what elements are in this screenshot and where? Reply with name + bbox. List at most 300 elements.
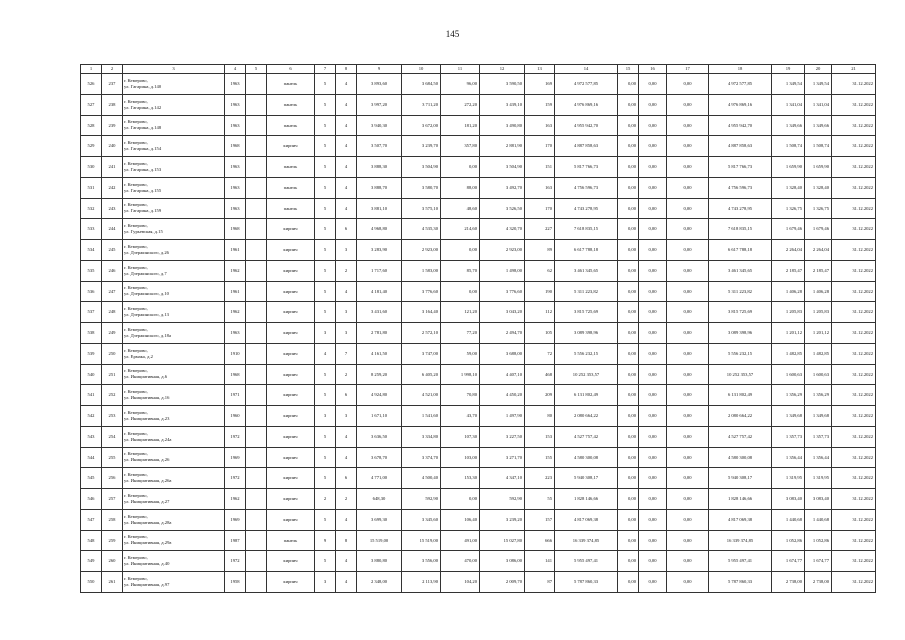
cost-col-15: 0,00: [618, 260, 639, 281]
table-row: [81, 572, 876, 593]
cost-col-17: 0,00: [667, 136, 709, 157]
year-renovated: [246, 364, 267, 385]
floors: 5: [315, 157, 336, 178]
cost-col-16: 0,00: [639, 551, 667, 572]
max-unit-cost: 1 357,73: [805, 426, 832, 447]
address-city: г. Кемерово,: [124, 160, 148, 166]
year-renovated: [246, 406, 267, 427]
year-renovated: [246, 260, 267, 281]
address-street: ул. Дзержинского, д.26: [124, 249, 169, 255]
floors: 5: [315, 302, 336, 323]
total-cost: 6 131 802,49: [555, 385, 618, 406]
row-number: 544: [81, 447, 102, 468]
table-row: [81, 240, 876, 261]
column-header-5: 5: [246, 65, 267, 74]
deadline: 31.12.2022: [832, 468, 876, 489]
total-area: 4 161,50: [357, 343, 402, 364]
year-built: 1963: [225, 323, 246, 344]
residential-area: 4 407,10: [480, 364, 525, 385]
nonresidential-area: 103,00: [441, 447, 480, 468]
nonresidential-area: 121,20: [441, 302, 480, 323]
entrances: 3: [336, 406, 357, 427]
cost-col-15: 0,00: [618, 115, 639, 136]
table-row: [81, 136, 876, 157]
nonresidential-area: 1 998,10: [441, 364, 480, 385]
table-row: [81, 530, 876, 551]
floors: 5: [315, 198, 336, 219]
entrances: 6: [336, 385, 357, 406]
floors: 5: [315, 364, 336, 385]
floors: 5: [315, 468, 336, 489]
nonresidential-area: 0,00: [441, 240, 480, 261]
residents: 190: [525, 281, 555, 302]
deadline: 31.12.2022: [832, 323, 876, 344]
living-area: 15 519,00: [402, 530, 441, 551]
residents: 169: [525, 74, 555, 95]
page-number: 145: [445, 29, 460, 39]
table-row: [81, 551, 876, 572]
total-area: 3 699,30: [357, 509, 402, 530]
living-area: 3 345,60: [402, 509, 441, 530]
house-number: 261: [102, 572, 123, 593]
cost-col-17: 0,00: [667, 343, 709, 364]
cost-col-15: 0,00: [618, 94, 639, 115]
cost-col-15: 0,00: [618, 530, 639, 551]
unit-cost: 1 349,68: [772, 406, 805, 427]
residents: 153: [525, 426, 555, 447]
row-number: 540: [81, 364, 102, 385]
cost-col-15: 0,00: [618, 177, 639, 198]
max-unit-cost: 1 356,44: [805, 447, 832, 468]
unit-cost: 1 052,86: [772, 530, 805, 551]
unit-cost: 1 205,83: [772, 302, 805, 323]
fund-cost: 5 787 860,33: [709, 572, 772, 593]
nonresidential-area: 70,80: [441, 385, 480, 406]
address-city: г. Кемерово,: [124, 326, 148, 332]
table-row: [81, 260, 876, 281]
year-built: 1960: [225, 406, 246, 427]
row-number: 539: [81, 343, 102, 364]
address: [123, 489, 225, 510]
residents: 170: [525, 198, 555, 219]
unit-cost: 1 328,40: [772, 177, 805, 198]
fund-cost: 5 311 223,82: [709, 281, 772, 302]
unit-cost: 1 440,68: [772, 509, 805, 530]
fund-cost: 6 131 802,49: [709, 385, 772, 406]
max-unit-cost: 1 349,66: [805, 115, 832, 136]
year-built: 1910: [225, 343, 246, 364]
cost-col-16: 0,00: [639, 240, 667, 261]
fund-cost: 10 252 353,57: [709, 364, 772, 385]
address-city: г. Кемерово,: [124, 119, 148, 125]
floors: 5: [315, 426, 336, 447]
row-number: 531: [81, 177, 102, 198]
floors: 5: [315, 94, 336, 115]
address-street: ул. Инициативная, д.26а: [124, 478, 172, 484]
table-row: [81, 74, 876, 95]
residents: 87: [525, 572, 555, 593]
total-area: 648,30: [357, 489, 402, 510]
residential-area: 3 490,80: [480, 115, 525, 136]
year-renovated: [246, 157, 267, 178]
deadline: 31.12.2022: [832, 177, 876, 198]
residential-area: 4 320,70: [480, 219, 525, 240]
wall-material: кирпич: [267, 406, 315, 427]
year-built: 1969: [225, 447, 246, 468]
residents: 72: [525, 343, 555, 364]
year-renovated: [246, 281, 267, 302]
column-header-15: 15: [618, 65, 639, 74]
house-number: 253: [102, 406, 123, 427]
cost-col-15: 0,00: [618, 406, 639, 427]
total-area: 2 781,80: [357, 323, 402, 344]
year-renovated: [246, 198, 267, 219]
row-number: 538: [81, 323, 102, 344]
column-header-11: 11: [441, 65, 480, 74]
house-number: 241: [102, 157, 123, 178]
residential-area: 15 027,80: [480, 530, 525, 551]
house-number: 249: [102, 323, 123, 344]
year-renovated: [246, 343, 267, 364]
entrances: 4: [336, 198, 357, 219]
living-area: 2 113,90: [402, 572, 441, 593]
max-unit-cost: 1 356,29: [805, 385, 832, 406]
max-unit-cost: 1 600,63: [805, 364, 832, 385]
address-city: г. Кемерово,: [124, 534, 148, 540]
cost-col-17: 0,00: [667, 572, 709, 593]
table-row: [81, 94, 876, 115]
address-city: г. Кемерово,: [124, 368, 148, 374]
address-street: ул. Инициативная, д.16: [124, 395, 170, 401]
entrances: 4: [336, 572, 357, 593]
cost-col-15: 0,00: [618, 509, 639, 530]
address-street: ул. Инициативная, д.40: [124, 561, 170, 567]
year-built: 1972: [225, 551, 246, 572]
column-header-4: 4: [225, 65, 246, 74]
nonresidential-area: 470,00: [441, 551, 480, 572]
address: [123, 219, 225, 240]
address-street: ул. Инициативная, д.6: [124, 374, 168, 380]
max-unit-cost: 2 185,47: [805, 260, 832, 281]
address-city: г. Кемерово,: [124, 389, 148, 395]
row-number: 542: [81, 406, 102, 427]
deadline: 31.12.2022: [832, 240, 876, 261]
row-number: 537: [81, 302, 102, 323]
year-renovated: [246, 489, 267, 510]
fund-cost: 4 756 596,73: [709, 177, 772, 198]
address-city: г. Кемерово,: [124, 409, 148, 415]
deadline: 31.12.2022: [832, 489, 876, 510]
deadline: 31.12.2022: [832, 509, 876, 530]
total-cost: 4 580 300,08: [555, 447, 618, 468]
residential-area: 3 086,00: [480, 551, 525, 572]
deadline: 31.12.2022: [832, 94, 876, 115]
living-area: 2 572,10: [402, 323, 441, 344]
total-cost: 4 527 757,42: [555, 426, 618, 447]
house-number: 246: [102, 260, 123, 281]
column-header-13: 13: [525, 65, 555, 74]
fund-cost: 16 339 374,85: [709, 530, 772, 551]
row-number: 533: [81, 219, 102, 240]
cost-col-16: 0,00: [639, 260, 667, 281]
nonresidential-area: 85,70: [441, 260, 480, 281]
cost-col-17: 0,00: [667, 281, 709, 302]
address: [123, 323, 225, 344]
wall-material: кирпич: [267, 572, 315, 593]
address-city: г. Кемерово,: [124, 306, 148, 312]
cost-col-16: 0,00: [639, 323, 667, 344]
house-number: 251: [102, 364, 123, 385]
year-built: 1968: [225, 136, 246, 157]
column-header-8: 8: [336, 65, 357, 74]
cost-col-16: 0,00: [639, 468, 667, 489]
nonresidential-area: 106,40: [441, 509, 480, 530]
wall-material: кирпич: [267, 302, 315, 323]
fund-cost: 1 828 146,66: [709, 489, 772, 510]
nonresidential-area: 357,80: [441, 136, 480, 157]
address-street: ул. Гагарина, д.159: [124, 208, 162, 214]
living-area: 2 923,00: [402, 240, 441, 261]
max-unit-cost: 1 328,40: [805, 177, 832, 198]
cost-col-17: 0,00: [667, 94, 709, 115]
total-area: 3 888,30: [357, 157, 402, 178]
floors: 5: [315, 136, 336, 157]
address-city: г. Кемерово,: [124, 555, 148, 561]
year-renovated: [246, 94, 267, 115]
cost-col-17: 0,00: [667, 177, 709, 198]
address-city: г. Кемерово,: [124, 347, 148, 353]
address-city: г. Кемерово,: [124, 451, 148, 457]
address-street: ул. Дзержинского, д.10: [124, 291, 169, 297]
living-area: 3 239,70: [402, 136, 441, 157]
residents: 170: [525, 136, 555, 157]
fund-cost: 4 972 577,85: [709, 74, 772, 95]
house-number: 247: [102, 281, 123, 302]
address: [123, 94, 225, 115]
row-number: 543: [81, 426, 102, 447]
entrances: 2: [336, 489, 357, 510]
entrances: 6: [336, 219, 357, 240]
address-city: г. Кемерово,: [124, 140, 148, 146]
table-row: [81, 157, 876, 178]
cost-col-15: 0,00: [618, 198, 639, 219]
max-unit-cost: 2 738,00: [805, 572, 832, 593]
total-cost: 5 817 766,73: [555, 157, 618, 178]
max-unit-cost: 1 326,75: [805, 198, 832, 219]
max-unit-cost: 1 674,77: [805, 551, 832, 572]
wall-material: панель: [267, 198, 315, 219]
column-header-14: 14: [555, 65, 618, 74]
fund-cost: 2 080 664,22: [709, 406, 772, 427]
residential-area: 4 347,10: [480, 468, 525, 489]
residents: 666: [525, 530, 555, 551]
living-area: 3 334,80: [402, 426, 441, 447]
max-unit-cost: 1 508,74: [805, 136, 832, 157]
deadline: 31.12.2022: [832, 302, 876, 323]
deadline: 31.12.2022: [832, 260, 876, 281]
total-cost: 7 618 835,15: [555, 219, 618, 240]
year-renovated: [246, 551, 267, 572]
wall-material: панель: [267, 115, 315, 136]
total-cost: 5 955 497,41: [555, 551, 618, 572]
row-number: 546: [81, 489, 102, 510]
nonresidential-area: 272,20: [441, 94, 480, 115]
address-street: ул. Гагарина, д.142: [124, 104, 162, 110]
wall-material: панель: [267, 157, 315, 178]
address-street: ул. Инициативная, д.29а: [124, 540, 172, 546]
living-area: 3 164,40: [402, 302, 441, 323]
residential-area: 4 450,20: [480, 385, 525, 406]
floors: 3: [315, 406, 336, 427]
deadline: 31.12.2022: [832, 426, 876, 447]
wall-material: панель: [267, 530, 315, 551]
fund-cost: 4 955 942,70: [709, 115, 772, 136]
house-number: 238: [102, 94, 123, 115]
entrances: 4: [336, 281, 357, 302]
total-area: 3 507,70: [357, 136, 402, 157]
house-number: 242: [102, 177, 123, 198]
table-row: [81, 468, 876, 489]
year-built: 1962: [225, 302, 246, 323]
address-street: ул. Гагарина, д.148: [124, 125, 162, 131]
cost-col-16: 0,00: [639, 530, 667, 551]
address: [123, 157, 225, 178]
cost-col-16: 0,00: [639, 74, 667, 95]
residents: 80: [525, 406, 555, 427]
column-header-18: 18: [709, 65, 772, 74]
cost-col-15: 0,00: [618, 157, 639, 178]
residents: 141: [525, 551, 555, 572]
entrances: 2: [336, 260, 357, 281]
row-number: 547: [81, 509, 102, 530]
unit-cost: 1 319,95: [772, 468, 805, 489]
residential-area: 3 504,90: [480, 157, 525, 178]
total-cost: 16 339 374,85: [555, 530, 618, 551]
column-header-19: 19: [772, 65, 805, 74]
unit-cost: 1 326,75: [772, 198, 805, 219]
living-area: 3 575,10: [402, 198, 441, 219]
year-renovated: [246, 530, 267, 551]
table-row: [81, 302, 876, 323]
living-area: 4 535,30: [402, 219, 441, 240]
table-row: [81, 385, 876, 406]
cost-col-17: 0,00: [667, 219, 709, 240]
table-row: [81, 343, 876, 364]
residential-area: 3 492,70: [480, 177, 525, 198]
wall-material: кирпич: [267, 240, 315, 261]
cost-col-16: 0,00: [639, 157, 667, 178]
year-renovated: [246, 509, 267, 530]
residential-area: 3 688,00: [480, 343, 525, 364]
total-area: 1 717,60: [357, 260, 402, 281]
wall-material: кирпич: [267, 323, 315, 344]
fund-cost: 4 976 869,16: [709, 94, 772, 115]
unit-cost: 1 349,54: [772, 74, 805, 95]
deadline: 31.12.2022: [832, 406, 876, 427]
nonresidential-area: 0,00: [441, 489, 480, 510]
total-cost: 5 940 308,17: [555, 468, 618, 489]
wall-material: кирпич: [267, 385, 315, 406]
cost-col-16: 0,00: [639, 385, 667, 406]
wall-material: кирпич: [267, 551, 315, 572]
row-number: 535: [81, 260, 102, 281]
address: [123, 509, 225, 530]
cost-col-16: 0,00: [639, 572, 667, 593]
deadline: 31.12.2022: [832, 74, 876, 95]
year-built: 1963: [225, 94, 246, 115]
cost-col-17: 0,00: [667, 551, 709, 572]
residential-area: 3 590,50: [480, 74, 525, 95]
year-renovated: [246, 136, 267, 157]
house-number: 254: [102, 426, 123, 447]
cost-col-17: 0,00: [667, 240, 709, 261]
column-header-12: 12: [480, 65, 525, 74]
max-unit-cost: 1 201,12: [805, 323, 832, 344]
house-number: 237: [102, 74, 123, 95]
residents: 209: [525, 385, 555, 406]
entrances: 4: [336, 447, 357, 468]
residents: 105: [525, 323, 555, 344]
unit-cost: 2 738,00: [772, 572, 805, 593]
entrances: 3: [336, 302, 357, 323]
deadline: 31.12.2022: [832, 385, 876, 406]
total-cost: 4 972 577,85: [555, 74, 618, 95]
residential-area: 2 881,90: [480, 136, 525, 157]
cost-col-15: 0,00: [618, 281, 639, 302]
address: [123, 468, 225, 489]
living-area: 3 747,00: [402, 343, 441, 364]
total-area: 4 181,40: [357, 281, 402, 302]
total-cost: 4 976 869,16: [555, 94, 618, 115]
total-cost: 3 089 398,96: [555, 323, 618, 344]
entrances: 2: [336, 364, 357, 385]
floors: 5: [315, 115, 336, 136]
column-header-10: 10: [402, 65, 441, 74]
year-built: 1962: [225, 260, 246, 281]
row-number: 541: [81, 385, 102, 406]
address: [123, 551, 225, 572]
cost-col-16: 0,00: [639, 364, 667, 385]
table-row: [81, 489, 876, 510]
living-area: 3 684,50: [402, 74, 441, 95]
address-city: г. Кемерово,: [124, 77, 148, 83]
floors: 3: [315, 572, 336, 593]
living-area: 4 521,00: [402, 385, 441, 406]
cost-col-16: 0,00: [639, 509, 667, 530]
wall-material: кирпич: [267, 343, 315, 364]
total-area: 3 940,30: [357, 115, 402, 136]
year-built: 1961: [225, 240, 246, 261]
total-area: 3 997,20: [357, 94, 402, 115]
max-unit-cost: 1 205,83: [805, 302, 832, 323]
address: [123, 240, 225, 261]
house-number: 257: [102, 489, 123, 510]
wall-material: панель: [267, 74, 315, 95]
total-cost: 6 617 788,18: [555, 240, 618, 261]
max-unit-cost: 2 264,04: [805, 240, 832, 261]
year-built: 1962: [225, 489, 246, 510]
nonresidential-area: 77,20: [441, 323, 480, 344]
floors: 5: [315, 281, 336, 302]
unit-cost: 1 341,04: [772, 94, 805, 115]
wall-material: кирпич: [267, 426, 315, 447]
total-area: 3 893,60: [357, 74, 402, 95]
row-number: 549: [81, 551, 102, 572]
living-area: 3 776,60: [402, 281, 441, 302]
unit-cost: 1 356,29: [772, 385, 805, 406]
total-area: 1 671,10: [357, 406, 402, 427]
floors: 5: [315, 240, 336, 261]
